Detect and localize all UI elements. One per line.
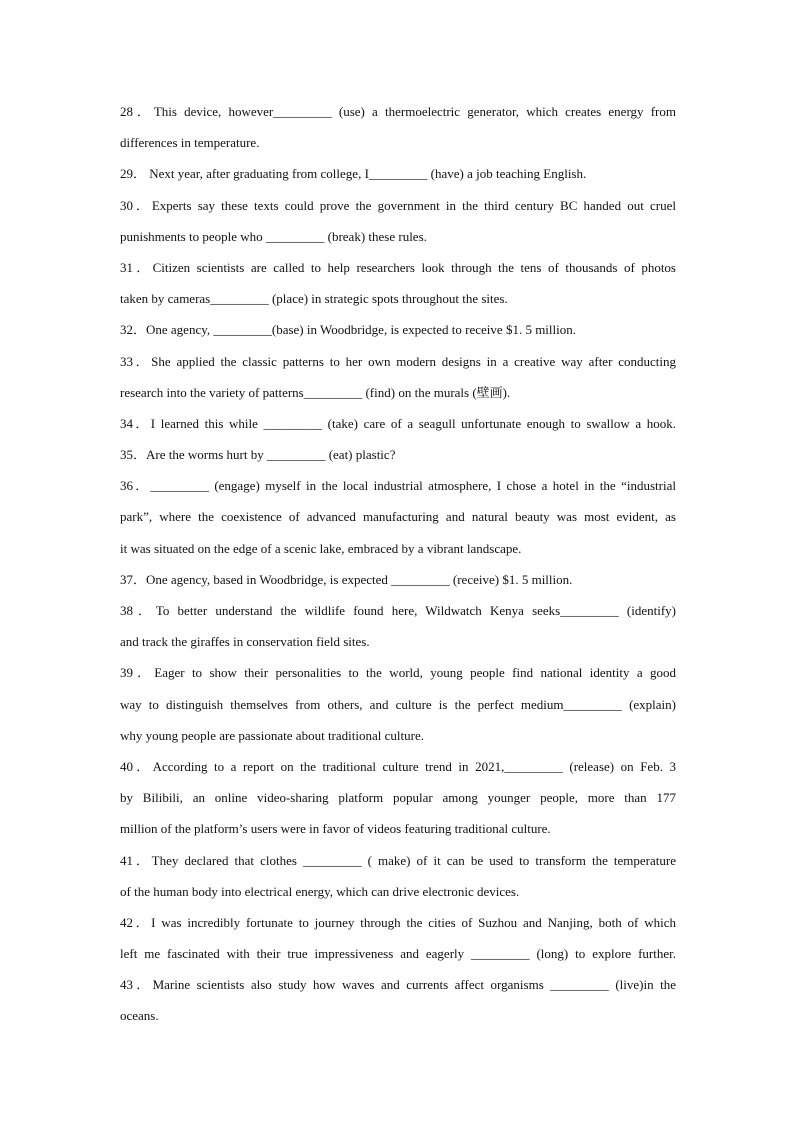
- text-line: and track the giraffes in conservation field sites.: [120, 634, 370, 650]
- text-line: million of the platform’s users were in favor of videos featuring traditional culture.: [120, 821, 551, 837]
- text-line: it was situated on the edge of a scenic lake, embraced by a vibrant landscape.: [120, 540, 522, 556]
- text-line: 34．I learned this while _________ (take) care of a seagull unfortunate enough to swallow a hook.: [120, 415, 676, 431]
- text-line: oceans.: [120, 1008, 159, 1024]
- text-line: research into the variety of patterns_________ (find) on the murals (壁画).: [120, 384, 511, 400]
- text-line: 38．To better understand the wildlife found here, Wildwatch Kenya seeks_________ (identify): [120, 603, 676, 618]
- text-line: 31．Citizen scientists are called to help researchers look through the tens of thousands of photos: [120, 259, 676, 275]
- text-line: 30．Experts say these texts could prove the government in the third century BC handed out cruel: [120, 197, 676, 213]
- text-line: 36．_________ (engage) myself in the local industrial atmosphere, I chose a hotel in the “industrial: [120, 478, 676, 494]
- text-line: park”, where the coexistence of advanced manufacturing and natural beauty was most evident, as: [120, 509, 676, 525]
- text-line: 39．Eager to show their personalities to the world, young people find national identity a good: [120, 665, 676, 681]
- text-line: 40．According to a report on the traditional culture trend in 2021,_________ (release) on Feb. 3: [120, 758, 676, 774]
- text-line: 35．Are the worms hurt by _________ (eat) plastic?: [120, 447, 396, 463]
- text-line: 43．Marine scientists also study how waves and currents affect organisms _________ (live)in the: [120, 977, 676, 993]
- text-line: 32．One agency, _________(base) in Woodbridge, is expected to receive $1. 5 million.: [120, 322, 577, 338]
- text-line: differences in temperature.: [120, 135, 260, 151]
- text-line: 33．She applied the classic patterns to her own modern designs in a creative way after conducting: [120, 353, 676, 369]
- text-line: by Bilibili, an online video-sharing platform popular among younger people, more than 177: [120, 790, 676, 806]
- text-line: punishments to people who _________ (break) these rules.: [120, 228, 427, 244]
- text-line: 37．One agency, based in Woodbridge, is expected _________ (receive) $1. 5 million.: [120, 571, 573, 587]
- text-line: 28．This device, however_________ (use) a thermoelectric generator, which creates energy from: [120, 104, 676, 119]
- text-line: 41．They declared that clothes _________ ( make) of it can be used to transform the temperature: [120, 852, 676, 868]
- text-line: of the human body into electrical energy, which can drive electronic devices.: [120, 883, 520, 899]
- text-line: 29． Next year, after graduating from college, I_________ (have) a job teaching English.: [120, 166, 587, 182]
- text-line: left me fascinated with their true impressiveness and eagerly _________ (long) to explore further.: [120, 946, 676, 962]
- text-line: way to distinguish themselves from others, and culture is the perfect medium_________ (explain): [120, 696, 676, 712]
- text-line: 42．I was incredibly fortunate to journey through the cities of Suzhou and Nanjing, both of which: [120, 914, 676, 930]
- text-line: taken by cameras_________ (place) in strategic spots throughout the sites.: [120, 291, 508, 307]
- worksheet-body: [120, 96, 676, 1032]
- text-line: why young people are passionate about traditional culture.: [120, 727, 424, 743]
